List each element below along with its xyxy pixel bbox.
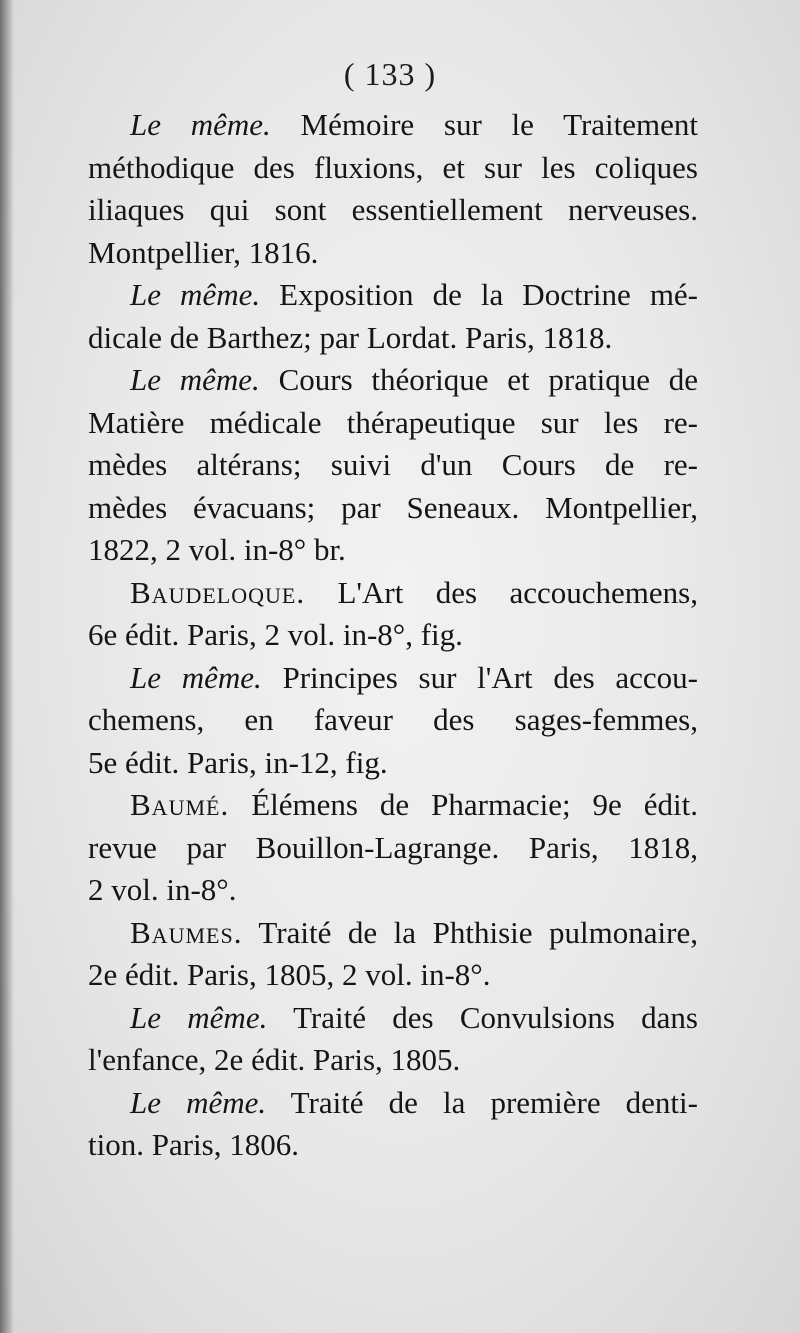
entry-text: revue par Bouillon-Lagrange. Paris, 1818, — [88, 829, 698, 865]
entry-first-line — [88, 657, 698, 700]
entry-text: Montpellier, 1816. — [88, 234, 319, 270]
entry-author: Le même. — [130, 277, 261, 312]
entry-text: tion. Paris, 1806. — [88, 1127, 299, 1162]
entry-text: 2e édit. Paris, 1805, 2 vol. in-8°. — [88, 957, 491, 992]
entry-text: Traité des Convulsions dans — [293, 999, 698, 1035]
entry-text: Traité de la première denti- — [290, 1084, 698, 1120]
entry-text: Exposition de la Doctrine mé- — [279, 277, 699, 312]
bibliography-text — [88, 104, 698, 1167]
entry-author: Le même. — [130, 362, 260, 397]
entry-author: Baumes. — [130, 914, 243, 950]
entry-text: 6e édit. Paris, 2 vol. in-8°, fig. — [88, 617, 463, 652]
page-gutter-shadow — [0, 0, 14, 1333]
entry-text: l'enfance, 2e édit. Paris, 1805. — [88, 1042, 461, 1077]
entry-author: Le même. — [130, 107, 271, 142]
entry-first-line — [88, 1082, 698, 1125]
entry-text: 2 vol. in-8°. — [88, 872, 237, 907]
entry-first-line — [88, 572, 698, 615]
entry-line — [88, 1124, 698, 1167]
entry-line — [88, 614, 698, 657]
entry-text: Principes sur l'Art des accou- — [282, 659, 698, 695]
entry-author: Le même. — [130, 659, 262, 695]
entry-text: méthodique des fluxions, et sur les coliques — [88, 149, 698, 185]
entry-line — [88, 529, 698, 572]
entry-text: L'Art des accouchemens, — [337, 574, 698, 610]
entry-text: Matière médicale thérapeutique sur les re- — [88, 404, 698, 440]
entry-first-line — [88, 912, 698, 955]
entry-first-line — [88, 359, 698, 402]
entry-text: 5e édit. Paris, in-12, fig. — [88, 744, 388, 780]
entry-text: mèdes altérans; suivi d'un Cours de re- — [88, 447, 698, 482]
entry-text: Cours théorique et pratique de — [278, 362, 698, 397]
entry-line — [88, 699, 698, 742]
entry-line — [88, 232, 698, 275]
entry-first-line — [88, 274, 698, 317]
entry-line — [88, 189, 698, 232]
entry-author: Le même. — [130, 999, 268, 1035]
entry-text: dicale de Barthez; par Lordat. Paris, 1818. — [88, 319, 613, 355]
entry-line — [88, 317, 698, 360]
entry-text: iliaques qui sont essentiellement nerveuses. — [88, 192, 698, 227]
entry-text: chemens, en faveur des sages-femmes, — [88, 702, 698, 737]
entry-first-line — [88, 104, 698, 147]
entry-line — [88, 1039, 698, 1082]
entry-line — [88, 869, 698, 912]
entry-first-line — [88, 997, 698, 1040]
entry-line — [88, 954, 698, 997]
entry-line — [88, 487, 698, 530]
entry-text: Traité de la Phthisie pulmonaire, — [258, 914, 698, 950]
entry-author: Baudeloque. — [130, 574, 306, 610]
entry-text: Mémoire sur le Traitement — [300, 107, 699, 142]
entry-text: mèdes évacuans; par Seneaux. Montpellier, — [88, 489, 698, 525]
entry-line — [88, 827, 698, 870]
entry-line — [88, 444, 698, 487]
page-number: ( 133 ) — [343, 56, 437, 92]
entry-first-line — [88, 784, 698, 827]
entry-text: Élémens de Pharmacie; 9e édit. — [251, 787, 699, 822]
entry-author: Le même. — [130, 1084, 267, 1120]
entry-line — [88, 742, 698, 785]
entry-text: 1822, 2 vol. in-8° br. — [88, 532, 346, 567]
entry-line — [88, 402, 698, 445]
entry-line — [88, 147, 698, 190]
entry-author: Baumé. — [130, 787, 230, 822]
